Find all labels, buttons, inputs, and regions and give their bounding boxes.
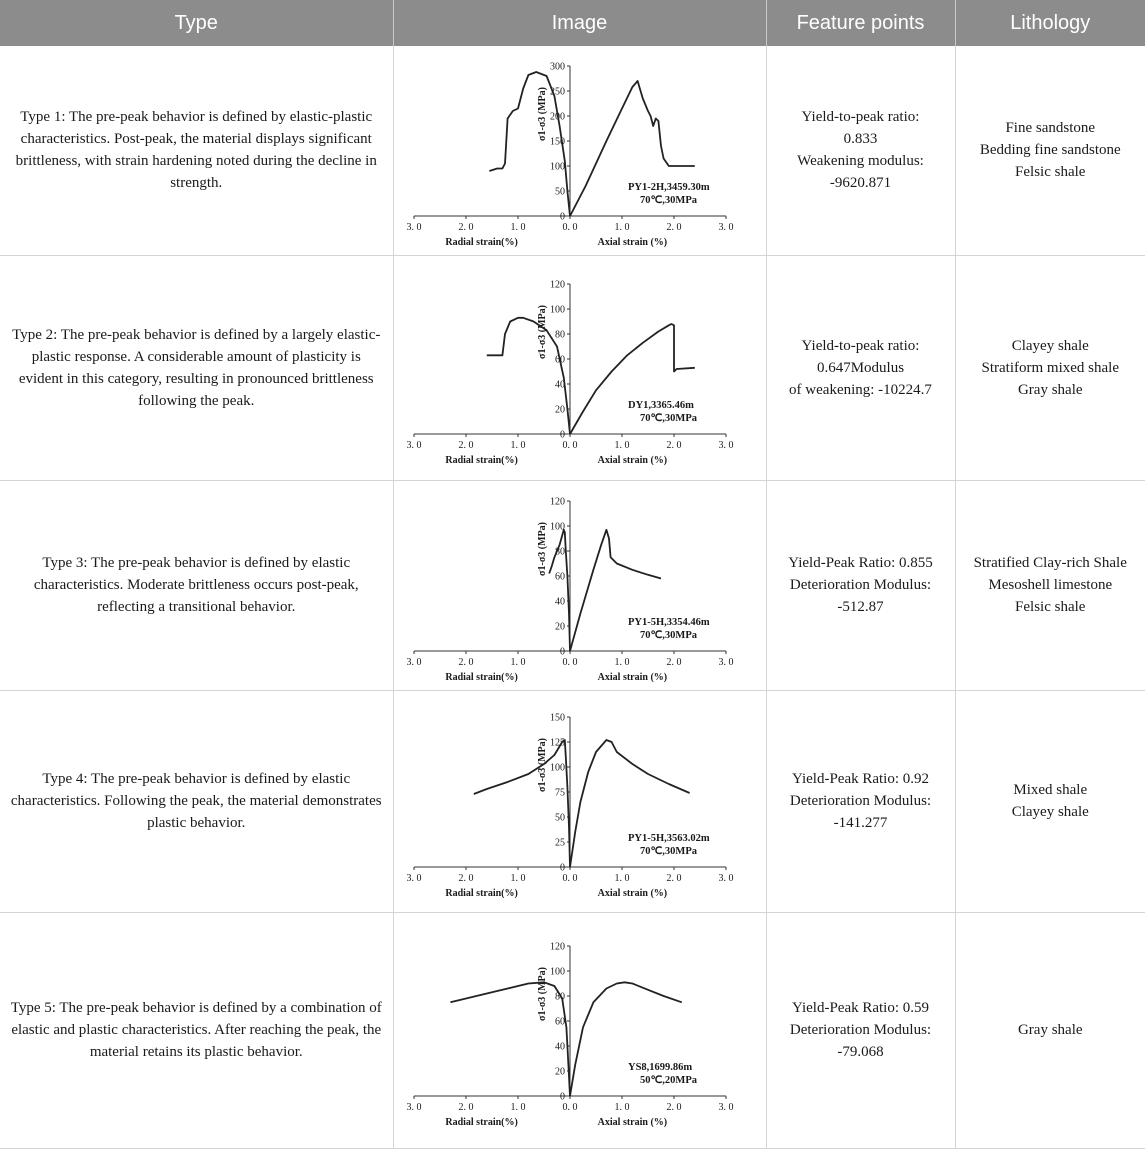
y-tick-label: 0 bbox=[559, 862, 565, 874]
lithology-line: Mixed shale bbox=[1013, 782, 1088, 798]
x-tick-label: 2. 0 bbox=[666, 1102, 681, 1113]
x-axis-label-radial: Radial strain(%) bbox=[444, 1117, 518, 1128]
x-tick-label: 1. 0 bbox=[510, 657, 525, 668]
table-row bbox=[0, 690, 1145, 912]
feature-line: -79.068 bbox=[837, 1044, 884, 1060]
table-row bbox=[0, 46, 1145, 255]
sample-conditions: 50℃,20MPa bbox=[639, 1075, 697, 1086]
y-tick-label: 20 bbox=[554, 1066, 565, 1078]
sample-conditions: 70℃,30MPa bbox=[639, 412, 697, 424]
y-tick-label: 120 bbox=[549, 941, 565, 953]
y-tick-label: 0 bbox=[559, 646, 565, 658]
y-axis-label: σ1-σ3 (MPa) bbox=[536, 522, 548, 576]
lithology-line: Stratified Clay-rich Shale bbox=[973, 555, 1127, 571]
stress-strain-chart-cell bbox=[393, 46, 766, 255]
x-tick-label: 1. 0 bbox=[510, 222, 525, 234]
y-tick-label: 100 bbox=[549, 304, 565, 315]
sample-conditions: 70℃,30MPa bbox=[639, 630, 697, 641]
y-tick-label: 40 bbox=[554, 596, 565, 608]
feature-points bbox=[766, 690, 955, 912]
feature-line: Yield-to-peak ratio: bbox=[801, 337, 920, 354]
feature-line: Deterioration Modulus: bbox=[789, 1022, 932, 1038]
type-description: Type 3: The pre-peak behavior is defined by elastic characteristics. Moderate brittleness occurs post-peak, reflecting a transitional behavior. bbox=[0, 480, 393, 690]
type-description: Type 4: The pre-peak behavior is defined by elastic characteristics. Following the peak, the material demonstrates plastic behavior. bbox=[0, 690, 393, 912]
header-type: Type bbox=[0, 0, 393, 46]
x-tick-label: 1. 0 bbox=[510, 873, 525, 884]
feature-line: -512.87 bbox=[837, 599, 884, 615]
y-tick-label: 100 bbox=[549, 161, 565, 173]
lithology-line: Fine sandstone bbox=[1005, 120, 1096, 137]
feature-points bbox=[766, 46, 955, 255]
y-axis-label: σ1-σ3 (MPa) bbox=[536, 967, 548, 1021]
y-tick-label: 0 bbox=[559, 1091, 565, 1103]
sample-conditions: 70℃,30MPa bbox=[639, 846, 697, 857]
y-tick-label: 80 bbox=[554, 991, 565, 1003]
header-image: Image bbox=[393, 0, 766, 46]
x-tick-label: 3. 0 bbox=[718, 873, 733, 884]
stress-strain-chart-cell bbox=[393, 480, 766, 690]
lithology-line: Stratiform mixed shale bbox=[981, 359, 1119, 376]
lithology bbox=[955, 690, 1145, 912]
x-axis-label-axial: Axial strain (%) bbox=[597, 454, 667, 466]
x-tick-label: 0. 0 bbox=[562, 439, 577, 451]
radial-strain-curve bbox=[450, 982, 570, 1096]
stress-strain-chart bbox=[406, 703, 750, 899]
y-tick-label: 0 bbox=[559, 211, 565, 223]
x-tick-label: 3. 0 bbox=[718, 1102, 733, 1113]
sample-label: DY1,3365.46m bbox=[627, 399, 694, 411]
x-axis-label-radial: Radial strain(%) bbox=[444, 454, 518, 466]
y-tick-label: 20 bbox=[554, 404, 565, 415]
x-tick-label: 0. 0 bbox=[562, 1102, 577, 1113]
y-tick-label: 250 bbox=[549, 86, 565, 98]
lithology-line: Gray shale bbox=[1017, 381, 1083, 398]
stress-strain-chart bbox=[406, 932, 750, 1128]
lithology bbox=[955, 46, 1145, 255]
x-axis-label-radial: Radial strain(%) bbox=[444, 672, 518, 683]
x-axis-label-axial: Axial strain (%) bbox=[597, 1117, 667, 1128]
feature-line: Deterioration Modulus: bbox=[789, 577, 932, 593]
x-tick-label: 0. 0 bbox=[562, 222, 577, 234]
y-tick-label: 40 bbox=[554, 1041, 565, 1053]
x-tick-label: 1. 0 bbox=[614, 1102, 629, 1113]
y-tick-label: 120 bbox=[549, 279, 565, 290]
x-tick-label: 2. 0 bbox=[666, 439, 681, 451]
lithology-line: Bedding fine sandstone bbox=[979, 142, 1121, 159]
sample-label: PY1-5H,3354.46m bbox=[627, 617, 710, 628]
x-tick-label: 2. 0 bbox=[666, 873, 681, 884]
y-tick-label: 40 bbox=[554, 379, 565, 390]
type-description: Type 2: The pre-peak behavior is defined by a largely elastic-plastic response. A considerable amount of plasticity is evident in this category, resulting in pronounced brittleness following the peak. bbox=[0, 255, 393, 480]
x-tick-label: 3. 0 bbox=[406, 439, 421, 451]
y-tick-label: 150 bbox=[549, 712, 565, 724]
feature-points bbox=[766, 480, 955, 690]
feature-line: Weakening modulus: bbox=[797, 153, 924, 170]
y-tick-label: 25 bbox=[554, 837, 565, 849]
feature-line: -141.277 bbox=[833, 815, 888, 831]
y-tick-label: 150 bbox=[549, 136, 565, 148]
feature-line: 0.833 bbox=[843, 131, 878, 148]
table-row bbox=[0, 255, 1145, 480]
x-tick-label: 2. 0 bbox=[666, 222, 681, 234]
stress-strain-chart bbox=[406, 487, 750, 683]
y-tick-label: 80 bbox=[554, 546, 565, 558]
feature-points bbox=[766, 255, 955, 480]
y-axis-label: σ1-σ3 (MPa) bbox=[536, 304, 548, 359]
feature-line: Yield-Peak Ratio: 0.92 bbox=[791, 771, 930, 787]
feature-line: -9620.871 bbox=[829, 175, 892, 192]
feature-line: Yield-Peak Ratio: 0.59 bbox=[791, 1000, 930, 1016]
y-tick-label: 100 bbox=[549, 762, 565, 774]
lithology-line: Mesoshell limestone bbox=[988, 577, 1113, 593]
stress-strain-chart-cell bbox=[393, 690, 766, 912]
x-tick-label: 1. 0 bbox=[614, 873, 629, 884]
feature-line: of weakening: -10224.7 bbox=[789, 381, 932, 398]
feature-points bbox=[766, 912, 955, 1148]
y-tick-label: 50 bbox=[554, 186, 565, 198]
x-tick-label: 3. 0 bbox=[406, 1102, 421, 1113]
sample-label: PY1-5H,3563.02m bbox=[627, 833, 710, 844]
x-tick-label: 1. 0 bbox=[510, 1102, 525, 1113]
x-tick-label: 1. 0 bbox=[510, 439, 525, 451]
table-row bbox=[0, 480, 1145, 690]
header-row bbox=[0, 0, 1145, 46]
x-tick-label: 2. 0 bbox=[666, 657, 681, 668]
lithology bbox=[955, 480, 1145, 690]
header-feature-points: Feature points bbox=[766, 0, 955, 46]
lithology-line: Felsic shale bbox=[1015, 164, 1086, 181]
feature-line: Yield-Peak Ratio: 0.855 bbox=[788, 555, 933, 571]
x-axis-label-radial: Radial strain(%) bbox=[444, 888, 518, 899]
y-tick-label: 300 bbox=[549, 61, 565, 73]
lithology-line: Felsic shale bbox=[1015, 599, 1086, 615]
x-tick-label: 3. 0 bbox=[718, 222, 733, 234]
x-tick-label: 2. 0 bbox=[458, 1102, 473, 1113]
y-tick-label: 60 bbox=[554, 571, 565, 583]
y-tick-label: 20 bbox=[554, 621, 565, 633]
x-tick-label: 2. 0 bbox=[458, 873, 473, 884]
y-tick-label: 0 bbox=[559, 429, 565, 440]
x-tick-label: 1. 0 bbox=[614, 439, 629, 451]
x-tick-label: 0. 0 bbox=[562, 657, 577, 668]
x-tick-label: 1. 0 bbox=[614, 657, 629, 668]
y-tick-label: 125 bbox=[549, 737, 565, 749]
feature-line: Yield-to-peak ratio: bbox=[801, 109, 920, 126]
x-axis-label-axial: Axial strain (%) bbox=[597, 237, 667, 249]
x-axis-label-axial: Axial strain (%) bbox=[597, 672, 667, 683]
lithology-line: Gray shale bbox=[1017, 1022, 1083, 1038]
y-axis-label: σ1-σ3 (MPa) bbox=[536, 738, 548, 792]
type-description: Type 5: The pre-peak behavior is defined by a combination of elastic and plastic characteristics. After reaching the peak, the material retains its plastic behavior. bbox=[0, 912, 393, 1148]
y-axis-label: σ1-σ3 (MPa) bbox=[536, 87, 548, 142]
x-tick-label: 1. 0 bbox=[614, 222, 629, 234]
x-tick-label: 3. 0 bbox=[406, 873, 421, 884]
stress-strain-chart-cell bbox=[393, 255, 766, 480]
x-tick-label: 3. 0 bbox=[406, 222, 421, 234]
feature-line: 0.647Modulus bbox=[816, 359, 905, 376]
y-tick-label: 100 bbox=[549, 521, 565, 533]
x-tick-label: 3. 0 bbox=[406, 657, 421, 668]
x-tick-label: 3. 0 bbox=[718, 657, 733, 668]
x-axis-label-axial: Axial strain (%) bbox=[597, 888, 667, 899]
header-lithology: Lithology bbox=[955, 0, 1145, 46]
stress-strain-chart bbox=[406, 52, 750, 249]
y-tick-label: 60 bbox=[554, 1016, 565, 1028]
sample-label: PY1-2H,3459.30m bbox=[627, 182, 710, 194]
lithology bbox=[955, 912, 1145, 1148]
stress-strain-chart-cell bbox=[393, 912, 766, 1148]
lithology bbox=[955, 255, 1145, 480]
lithology-line: Clayey shale bbox=[1011, 337, 1089, 354]
x-tick-label: 0. 0 bbox=[562, 873, 577, 884]
lithology-line: Clayey shale bbox=[1011, 804, 1089, 820]
sample-label: YS8,1699.86m bbox=[627, 1062, 692, 1073]
x-axis-label-radial: Radial strain(%) bbox=[444, 237, 518, 249]
type-description: Type 1: The pre-peak behavior is defined by elastic-plastic characteristics. Post-peak, the material displays significant brittleness, with strain hardening noted during the decline in strength. bbox=[0, 46, 393, 255]
x-tick-label: 2. 0 bbox=[458, 657, 473, 668]
y-tick-label: 100 bbox=[549, 966, 565, 978]
sample-conditions: 70℃,30MPa bbox=[639, 195, 697, 207]
y-tick-label: 120 bbox=[549, 496, 565, 508]
y-tick-label: 50 bbox=[554, 812, 565, 824]
x-tick-label: 3. 0 bbox=[718, 439, 733, 451]
stress-strain-chart bbox=[406, 270, 750, 466]
table-row bbox=[0, 912, 1145, 1148]
x-tick-label: 2. 0 bbox=[458, 222, 473, 234]
x-tick-label: 2. 0 bbox=[458, 439, 473, 451]
feature-line: Deterioration Modulus: bbox=[789, 793, 932, 809]
y-tick-label: 60 bbox=[554, 354, 565, 365]
y-tick-label: 80 bbox=[554, 329, 565, 340]
y-tick-label: 200 bbox=[549, 111, 565, 123]
y-tick-label: 75 bbox=[554, 787, 565, 799]
